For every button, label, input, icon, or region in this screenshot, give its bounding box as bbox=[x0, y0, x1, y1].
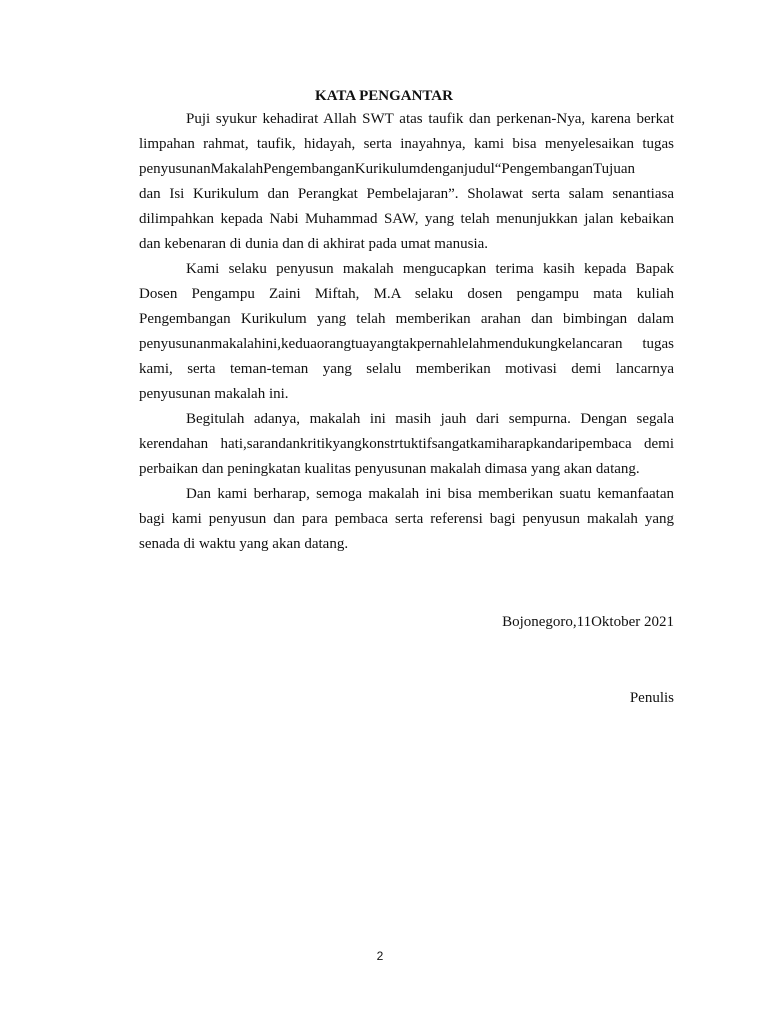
paragraph-line: Puji syukur kehadirat Allah SWT atas taufik dan perkenan-Nya, karena berkat bbox=[186, 111, 674, 127]
paragraph-4 bbox=[139, 482, 674, 557]
paragraph-line: Begitulah adanya, makalah ini masih jauh dari sempurna. Dengan segala bbox=[186, 411, 674, 427]
paragraph-line: penyusunanMakalahPengembanganKurikulumdenganjudul“PengembanganTujuan bbox=[139, 161, 636, 177]
paragraph-3 bbox=[139, 407, 674, 482]
paragraph-line: perbaikan dan peningkatan kualitas penyusunan makalah dimasa yang akan datang. bbox=[139, 461, 640, 477]
paragraph-line: Dosen Pengampu Zaini Miftah, M.A selaku dosen pengampu mata kuliah bbox=[139, 286, 674, 302]
paragraph-line: penyusunan makalah ini. bbox=[139, 386, 289, 402]
paragraph-line: Kami selaku penyusun makalah mengucapkan terima kasih kepada Bapak bbox=[186, 261, 674, 277]
paragraph-1 bbox=[139, 107, 674, 257]
page-title: KATA PENGANTAR bbox=[315, 88, 453, 104]
paragraph-line: kerendahan hati,sarandankritikyangkonstrtuktifsangatkamiharapkandaripembaca demi bbox=[139, 436, 674, 452]
paragraph-line: bagi kami penyusun dan para pembaca serta referensi bagi penyusun makalah yang bbox=[139, 511, 674, 527]
paragraph-line: kami, serta teman-teman yang selalu memberikan motivasi demi lancarnya bbox=[139, 361, 674, 377]
paragraph-line: Dan kami berharap, semoga makalah ini bisa memberikan suatu kemanfaatan bbox=[186, 486, 674, 502]
author-signature-label: Penulis bbox=[629, 690, 674, 706]
place-date: Bojonegoro,11Oktober 2021 bbox=[502, 614, 674, 630]
paragraph-line: dan Isi Kurikulum dan Perangkat Pembelajaran”. Sholawat serta salam senantiasa bbox=[139, 186, 674, 202]
page-number: 2 bbox=[376, 949, 384, 963]
paragraph-line: dan kebenaran di dunia dan di akhirat pada umat manusia. bbox=[139, 236, 489, 252]
paragraph-line: limpahan rahmat, taufik, hidayah, serta inayahnya, kami bisa menyelesaikan tugas bbox=[139, 136, 674, 152]
paragraph-2 bbox=[139, 257, 674, 407]
body-text bbox=[139, 107, 674, 557]
paragraph-line: senada di waktu yang akan datang. bbox=[139, 536, 349, 552]
paragraph-line: penyusunanmakalahini,keduaorangtuayangtakpernahlelahmendukungkelancaran tugas bbox=[139, 336, 674, 352]
paragraph-line: dilimpahkan kepada Nabi Muhammad SAW, yang telah menunjukkan jalan kebaikan bbox=[139, 211, 674, 227]
paragraph-line: Pengembangan Kurikulum yang telah memberikan arahan dan bimbingan dalam bbox=[139, 311, 674, 327]
